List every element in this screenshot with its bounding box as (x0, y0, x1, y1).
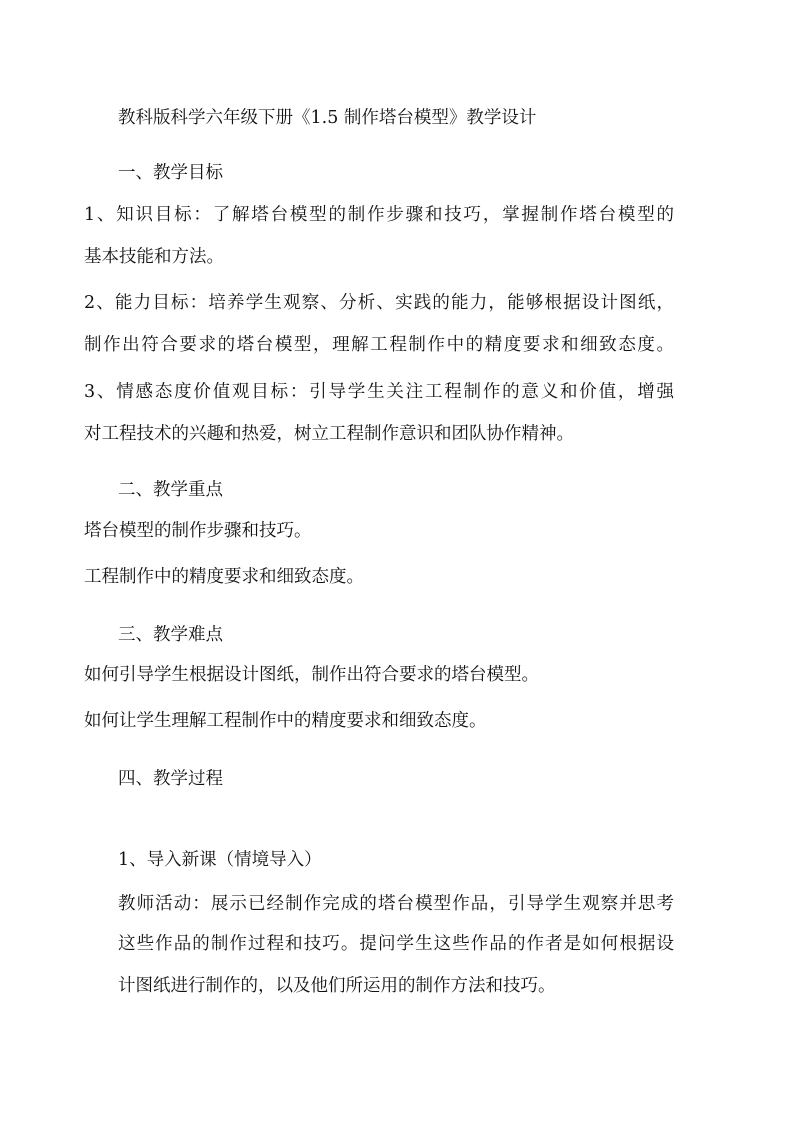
difficulty-1: 如何引导学生根据设计图纸，制作出符合要求的塔台模型。 (84, 665, 539, 685)
objective-2-line-1: 2、能力目标：培养学生观察、分析、实践的能力，能够根据设计图纸， (84, 293, 674, 313)
document-title: 教科版科学六年级下册《1.5 制作塔台模型》教学设计 (118, 108, 537, 128)
objective-1-line-1: 1、知识目标：了解塔台模型的制作步骤和技巧，掌握制作塔台模型的 (84, 205, 674, 225)
difficulty-2: 如何让学生理解工程制作中的精度要求和细致态度。 (84, 711, 487, 731)
section-heading-process: 四、教学过程 (118, 769, 223, 789)
key-point-1: 塔台模型的制作步骤和技巧。 (84, 521, 312, 541)
objective-1-line-2: 基本技能和方法。 (84, 247, 224, 267)
section-heading-objectives: 一、教学目标 (118, 163, 223, 183)
key-point-2: 工程制作中的精度要求和细致态度。 (84, 567, 364, 587)
objective-3-line-2: 对工程技术的兴趣和热爱，树立工程制作意识和团队协作精神。 (84, 424, 574, 444)
process-step-1-line-1: 教师活动：展示已经制作完成的塔台模型作品，引导学生观察并思考 (118, 894, 674, 914)
section-heading-difficulties: 三、教学难点 (118, 625, 223, 645)
objective-2-line-2: 制作出符合要求的塔台模型，理解工程制作中的精度要求和细致态度。 (84, 335, 674, 355)
process-step-1-line-2: 这些作品的制作过程和技巧。提问学生这些作品的作者是如何根据设 (118, 934, 674, 954)
section-heading-key-points: 二、教学重点 (118, 480, 223, 500)
process-step-1-heading: 1、导入新课（情境导入） (118, 850, 322, 870)
process-step-1-line-3: 计图纸进行制作的，以及他们所运用的制作方法和技巧。 (118, 976, 556, 996)
objective-3-line-1: 3、情感态度价值观目标：引导学生关注工程制作的意义和价值，增强 (84, 382, 674, 402)
